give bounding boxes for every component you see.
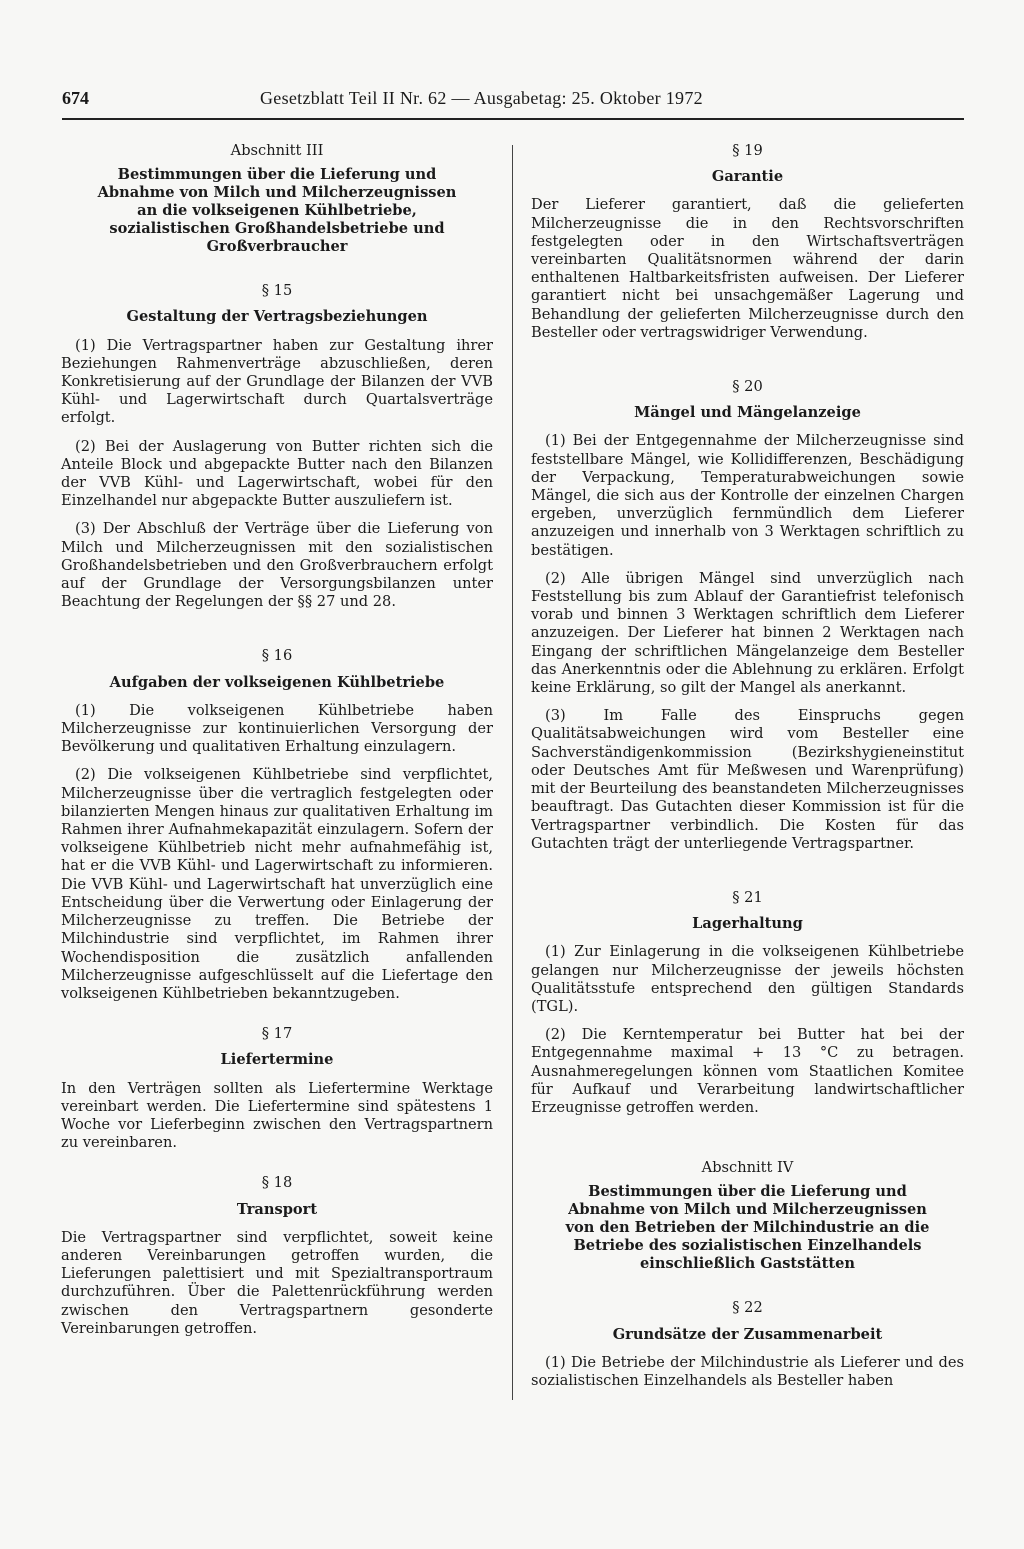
section-title: Gestaltung der Vertragsbeziehungen [126, 308, 428, 326]
section-title: Transport [236, 1200, 318, 1218]
paragraph: (3) Im Falle des Einspruchs gegen Qualitätsabweichungen wird vom Besteller eine Sachverständigenkommission (Bezirkshygieneinstitut oder Deutsches Amt für Meßwesen und Warenprüfung) mit der Beurteilung des beanstandeten Milcherzeugnisses beauftragt. Das Gutachten dieser Kommission ist für die Vertragspartner verbindlich. Die Kosten für das Gutachten trägt der unterliegende Vertragspartner. [531, 707, 964, 852]
paragraph: Der Lieferer garantiert, daß die gelieferten Milcherzeugnisse die in den Rechtsvorschriften festgelegten oder in den Wirtschaftsverträgen vereinbarten Qualitätsnormen während der darin enthaltenen Haltbarkeitsfristen aufweisen. Der Lieferer garantiert nicht bei unsachgemäßer Lagerung und Behandlung der gelieferten Milcherzeugnisse durch den Besteller oder vertragswidriger Verwendung. [531, 196, 964, 341]
paragraph: Die Vertragspartner sind verpflichtet, soweit keine anderen Vereinbarungen getroffen wurden, die Lieferungen palettisiert und mit Spezialtransportraum durchzuführen. Über die Palettenrückführung werden zwischen den Vertragspartnern gesonderte Vereinbarungen getroffen. [61, 1228, 493, 1337]
section-title: Lagerhaltung [692, 915, 803, 933]
left-column [61, 142, 493, 1348]
section-number: § 18 [261, 1174, 293, 1192]
section-number: § 21 [732, 888, 763, 906]
section-number: § 19 [732, 142, 763, 159]
gazette-title: Gesetzblatt Teil II Nr. 62 — Ausgabetag: 25. Oktober 1972 [260, 88, 703, 108]
paragraph: (2) Alle übrigen Mängel sind unverzüglich nach Feststellung bis zum Ablauf der Garantiefrist telefonisch vorab und binnen 3 Werktagen schriftlich dem Lieferer anzuzeigen. Der Lieferer hat binnen 2 Werktagen nach Eingang der schriftlichen Mängelanzeige dem Besteller das Anerkenntnis oder die Ablehnung zu erklären. Erfolgt keine Erklärung, so gilt der Mangel als anerkannt. [531, 569, 964, 697]
section-number: § 16 [261, 647, 293, 665]
section-title: Garantie [711, 168, 784, 186]
section-title: Mängel und Mängelanzeige [634, 404, 861, 422]
paragraph: (1) Bei der Entgegennahme der Milcherzeugnisse sind feststellbare Mängel, wie Kollidifferenzen, Beschädigung der Verpackung, Temperaturabweichungen sowie Mängel, die sich aus der Kontrolle der einzelnen Chargen ergeben, unverzüglich fernmündlich dem Lieferer anzuzeigen und innerhalb von 3 Werktagen schriftlich zu bestätigen. [531, 432, 964, 559]
paragraph: (1) Die Vertragspartner haben zur Gestaltung ihrer Beziehungen Rahmenverträge abzuschließen, deren Konkretisierung auf der Grundlage der Bilanzen der VVB Kühl- und Lagerwirtschaft durch Quartalsverträge erfolgt. [61, 336, 493, 427]
section-title: Liefertermine [220, 1051, 334, 1069]
section-number: § 20 [732, 378, 763, 396]
section-title: Grundsätze der Zusammenarbeit [612, 1325, 883, 1343]
right-column [531, 142, 964, 1400]
section-title: Aufgaben der volkseigenen Kühlbetriebe [109, 673, 445, 691]
section-number: § 17 [261, 1025, 293, 1043]
page-header [62, 88, 964, 120]
paragraph: (2) Die volkseigenen Kühlbetriebe sind verpflichtet, Milcherzeugnisse über die vertraglich festgelegten oder bilanzierten Mengen hinaus zur qualitativen Erhaltung im Rahmen ihrer Aufnahmekapazität einzulagern. Sofern der volkseigene Kühlbetrieb nicht mehr aufnahmefähig ist, hat er die VVB Kühl- und Lagerwirtschaft zu informieren. Die VVB Kühl- und Lagerwirtschaft hat unverzüglich eine Entscheidung über die Verwertung oder Einlagerung der Milcherzeugnisse zu treffen. Die Betriebe der Milchindustrie sind verpflichtet, im Rahmen ihrer Wochendisposition die zusätzlich anfallenden Milcherzeugnisse aufgeschlüsselt auf die Liefertage den volkseigenen Kühlbetrieben bekanntzugeben. [61, 766, 493, 1002]
section-number: § 22 [732, 1299, 763, 1317]
section-number: § 15 [261, 282, 293, 300]
paragraph: (3) Der Abschluß der Verträge über die Lieferung von Milch und Milcherzeugnissen mit den sozialistischen Großhandelsbetrieben und den Großverbrauchern erfolgt auf der Grundlage der Versorgungsbilanzen unter Beachtung der Regelungen der §§ 27 und 28. [61, 520, 493, 611]
paragraph: (2) Die Kerntemperatur bei Butter hat bei der Entgegennahme maximal + 13 °C zu betragen. Ausnahmeregelungen können vom Staatlichen Komitee für Aufkauf und Verarbeitung landwirtschaftlicher Erzeugnisse getroffen werden. [531, 1026, 964, 1116]
column-divider [512, 145, 513, 1400]
abschnitt-label: Abschnitt IV [701, 1159, 794, 1177]
page-number: 674 [62, 88, 89, 108]
paragraph: (1) Die volkseigenen Kühlbetriebe haben Milcherzeugnisse zur kontinuierlichen Versorgung der Bevölkerung und qualitativen Erhaltung einzulagern. [61, 701, 493, 756]
abschnitt-heading: Bestimmungen über die Lieferung und Abnahme von Milch und Milcherzeugnissen an die volkseigenen Kühlbetriebe, sozialistischen Großhandelsbetriebe und Großverbraucher [97, 166, 457, 256]
abschnitt-heading: Bestimmungen über die Lieferung und Abnahme von Milch und Milcherzeugnissen von den Betrieben der Milchindustrie an die Betriebe des sozialistischen Einzelhandels einschließlich Gaststätten [565, 1183, 930, 1273]
paragraph: In den Verträgen sollten als Liefertermine Werktage vereinbart werden. Die Liefertermine sind spätestens 1 Woche vor Lieferbeginn zwischen den Vertragspartnern zu vereinbaren. [61, 1079, 493, 1152]
paragraph: (1) Zur Einlagerung in die volkseigenen Kühlbetriebe gelangen nur Milcherzeugnisse der jeweils höchsten Qualitätsstufe entsprechend den gültigen Standards (TGL). [531, 943, 964, 1015]
paragraph: (2) Bei der Auslagerung von Butter richten sich die Anteile Block und abgepackte Butter nach den Bilanzen der VVB Kühl- und Lagerwirtschaft, wobei für den Einzelhandel nur abgepackte Butter auszuliefern ist. [61, 437, 493, 510]
paragraph: (1) Die Betriebe der Milchindustrie als Lieferer und des sozialistischen Einzelhandels als Besteller haben [531, 1353, 964, 1389]
abschnitt-label: Abschnitt III [230, 142, 324, 159]
